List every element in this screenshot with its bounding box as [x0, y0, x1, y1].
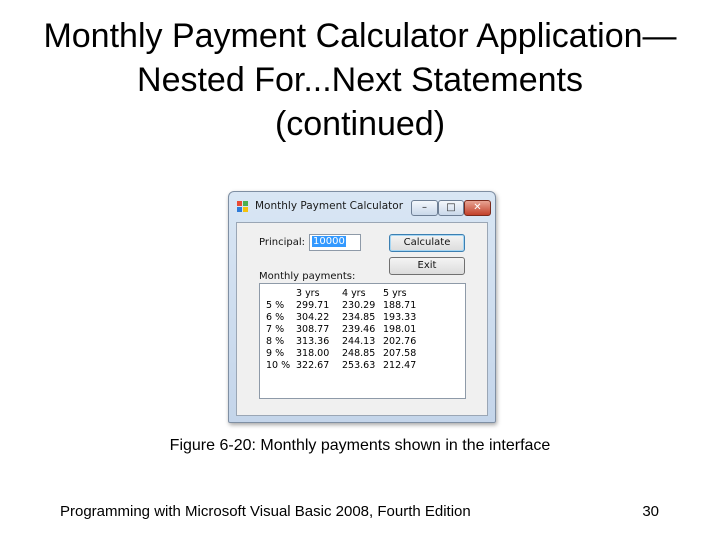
rate-cell: 9 % [266, 348, 285, 359]
list-item[interactable] [260, 312, 465, 324]
slide-title [0, 14, 720, 146]
payment-cell: 188.71 [383, 300, 417, 311]
list-header-cell: 3 yrs [296, 288, 320, 299]
list-header-cell: 5 yrs [383, 288, 407, 299]
minimize-icon[interactable]: – [411, 200, 438, 216]
title-bar[interactable] [229, 192, 495, 222]
principal-label: Principal: [259, 237, 305, 248]
principal-input[interactable] [309, 234, 361, 251]
maximize-icon[interactable]: □ [438, 200, 464, 216]
slide-title-line-3: (continued) [274, 105, 446, 143]
principal-value: 10000 [313, 236, 345, 247]
payment-cell: 248.85 [342, 348, 376, 359]
form-client-area [236, 222, 488, 416]
payment-cell: 318.00 [296, 348, 330, 359]
list-header-cell: 4 yrs [342, 288, 366, 299]
payment-cell: 253.63 [342, 360, 376, 371]
slide-title-line-1: Monthly Payment Calculator Application— [43, 17, 677, 55]
payment-cell: 299.71 [296, 300, 330, 311]
payment-cell: 212.47 [383, 360, 417, 371]
payment-cell: 244.13 [342, 336, 376, 347]
window-title: Monthly Payment Calculator [255, 200, 404, 212]
list-item[interactable] [260, 360, 465, 372]
exit-button[interactable]: Exit [389, 257, 465, 275]
payment-cell: 193.33 [383, 312, 417, 323]
payment-cell: 198.01 [383, 324, 417, 335]
list-item[interactable] [260, 336, 465, 348]
figure-caption: Figure 6-20: Monthly payments shown in the interface [169, 437, 551, 454]
app-icon [237, 201, 249, 213]
payment-cell: 207.58 [383, 348, 417, 359]
payment-cell: 239.46 [342, 324, 376, 335]
app-window [228, 191, 496, 423]
close-icon[interactable]: ✕ [464, 200, 491, 216]
list-item[interactable] [260, 348, 465, 360]
list-header-row [260, 288, 465, 300]
rate-cell: 6 % [266, 312, 285, 323]
slide-title-line-2: Nested For...Next Statements [137, 61, 583, 99]
page-number: 30 [642, 503, 659, 520]
payment-cell: 202.76 [383, 336, 417, 347]
payments-listbox[interactable] [259, 283, 466, 399]
payment-cell: 322.67 [296, 360, 330, 371]
footer-text: Programming with Microsoft Visual Basic 2008, Fourth Edition [60, 503, 471, 520]
rate-cell: 8 % [266, 336, 285, 347]
rate-cell: 7 % [266, 324, 285, 335]
payment-cell: 234.85 [342, 312, 376, 323]
rate-cell: 10 % [266, 360, 291, 371]
payments-label: Monthly payments: [259, 271, 356, 282]
payment-cell: 304.22 [296, 312, 330, 323]
payment-cell: 308.77 [296, 324, 330, 335]
rate-cell: 5 % [266, 300, 285, 311]
payment-cell: 313.36 [296, 336, 330, 347]
list-item[interactable] [260, 300, 465, 312]
calculate-button[interactable]: Calculate [389, 234, 465, 252]
payment-cell: 230.29 [342, 300, 376, 311]
list-item[interactable] [260, 324, 465, 336]
